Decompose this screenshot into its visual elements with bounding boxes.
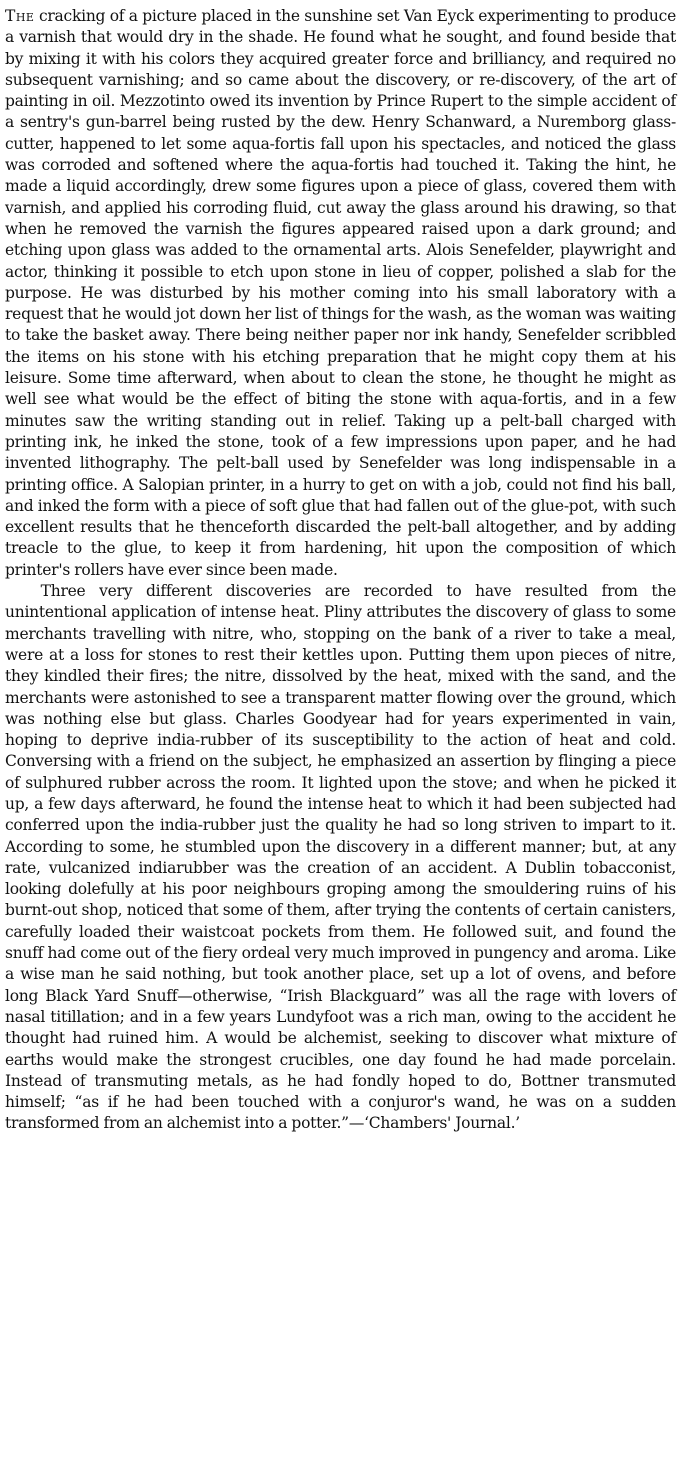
lead-word: The (5, 7, 35, 25)
paragraph-1-text: cracking of a picture placed in the sunshine set Van Eyck experimenting to produce a varnish that would dry in the shade. He found what he sought, and found beside that by mixing it with his colors they acquired greater force and brilliancy, and required no subsequent varnishing; and so came about the discovery, or re-discovery, of the art of painting in oil. Mezzotinto owed its invention by Prince Rupert to the simple accident of a sentry's gun-barrel being rusted by the dew. Henry Schanward, a Nuremborg glass-cutter, happened to let some aqua-fortis fall upon his spectacles, and noticed the glass was corroded and softened where the aqua-fortis had touched it. Taking the hint, he made a liquid accordingly, drew some figures upon a piece of glass, covered them with varnish, and applied his corroding fluid, cut away the glass around his drawing, so that when he removed the varnish the figures appeared raised upon a dark ground; and etching upon glass was added to the ornamental arts. Alois Senefelder, playwright and actor, thinking it possible to etch upon stone in lieu of copper, polished a slab for the purpose. He was disturbed by his mother coming into his small laboratory with a request that he would jot down her list of things for the wash, as the woman was waiting to take the basket away. There being neither paper nor ink handy, Senefelder scribbled the items on his stone with his etching preparation that he might copy them at his leisure. Some time afterward, when about to clean the stone, he thought he might as well see what would be the effect of biting the stone with aqua-fortis, and in a few minutes saw the writing standing out in relief. Taking up a pelt-ball charged with printing ink, he inked the stone, took of a few impressions upon paper, and he had invented lithography. The pelt-ball used by Senefelder was long indispensable in a printing office. A Salopian printer, in a hurry to get on with a job, could not find his ball, and inked the form with a piece of soft glue that had fallen out of the glue-pot, with such excellent results that he thenceforth discarded the pelt-ball altogether, and by adding treacle to the glue, to keep it from hardening, hit upon the composition of which printer's rollers have ever since been made. (5, 7, 676, 579)
article-paragraph-1 (5, 6, 676, 581)
article-paragraph-2: Three very different discoveries are recorded to have resulted from the unintentional application of intense heat. Pliny attributes the discovery of glass to some merchants travelling with nitre, who, stopping on the bank of a river to take a meal, were at a loss for stones to rest their kettles upon. Putting them upon pieces of nitre, they kindled their fires; the nitre, dissolved by the heat, mixed with the sand, and the merchants were astonished to see a transparent matter flowing over the ground, which was nothing else but glass. Charles Goodyear had for years experimented in vain, hoping to deprive india-rubber of its susceptibility to the action of heat and cold. Conversing with a friend on the subject, he emphasized an assertion by flinging a piece of sulphured rubber across the room. It lighted upon the stove; and when he picked it up, a few days afterward, he found the intense heat to which it had been subjected had conferred upon the india-rubber just the quality he had so long striven to impart to it. According to some, he stumbled upon the discovery in a different manner; but, at any rate, vulcanized indiarubber was the creation of an accident. A Dublin tobacconist, looking dolefully at his poor neighbours groping among the smouldering ruins of his burnt-out shop, noticed that some of them, after trying the contents of certain canisters, carefully loaded their waistcoat pockets from them. He followed suit, and found the snuff had come out of the fiery ordeal very much improved in pungency and aroma. Like a wise man he said nothing, but took another place, set up a lot of ovens, and before long Black Yard Snuff—otherwise, “Irish Blackguard” was all the rage with lovers of nasal titillation; and in a few years Lundyfoot was a rich man, owing to the accident he thought had ruined him. A would be alchemist, seeking to discover what mixture of earths would make the strongest crucibles, one day found he had made porcelain. Instead of transmuting metals, as he had fondly hoped to do, Bottner transmuted himself; “as if he had been touched with a conjuror's wand, he was on a sudden transformed from an alchemist into a potter.”—‘Chambers' Journal.’ (5, 582, 676, 1133)
